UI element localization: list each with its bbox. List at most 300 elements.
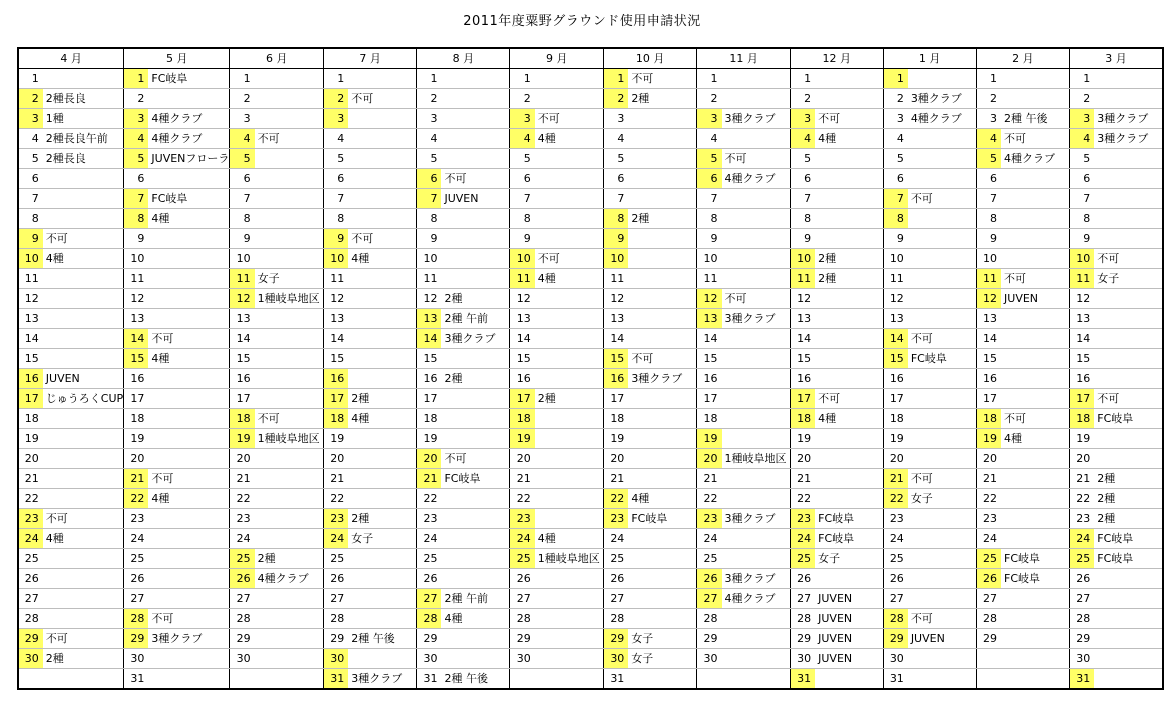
day-number-cell: 8 [604, 209, 629, 229]
day-number-cell: 12 [883, 289, 908, 309]
day-number-cell: 3 [324, 109, 349, 129]
booking-cell [348, 589, 416, 609]
booking-cell [535, 629, 604, 649]
booking-cell [1094, 569, 1163, 589]
day-number-cell: 24 [417, 529, 442, 549]
day-number-cell: 12 [124, 289, 149, 309]
booking-cell [255, 89, 324, 109]
booking-cell [441, 229, 509, 249]
booking-cell: FC岐阜 [1001, 549, 1069, 569]
day-number-cell [697, 669, 722, 690]
day-number-cell: 24 [604, 529, 629, 549]
booking-cell [348, 149, 416, 169]
booking-cell [441, 89, 509, 109]
day-number-cell: 17 [18, 389, 43, 409]
booking-cell: 不可 [348, 89, 416, 109]
booking-cell [348, 189, 416, 209]
day-number-cell: 21 [324, 469, 349, 489]
booking-cell [148, 669, 230, 690]
booking-cell: FC岐阜 [628, 509, 696, 529]
booking-cell [43, 669, 124, 690]
day-number-cell: 23 [790, 509, 815, 529]
booking-cell: 3種クラブ [722, 109, 791, 129]
booking-cell [1094, 189, 1163, 209]
booking-cell [348, 349, 416, 369]
day-number-cell: 13 [230, 309, 255, 329]
booking-cell [628, 289, 696, 309]
booking-cell [908, 449, 976, 469]
day-number-cell: 31 [883, 669, 908, 690]
day-number-cell: 2 [697, 89, 722, 109]
table-row [18, 429, 1163, 449]
booking-cell [908, 569, 976, 589]
booking-cell: 不可 [255, 409, 324, 429]
booking-cell [815, 329, 883, 349]
booking-cell: 1種 [43, 109, 124, 129]
booking-cell: FC岐阜 [1094, 529, 1163, 549]
booking-cell: 女子 [348, 529, 416, 549]
booking-cell [148, 529, 230, 549]
booking-cell [628, 409, 696, 429]
day-number-cell: 21 [604, 469, 629, 489]
booking-cell [255, 329, 324, 349]
day-number-cell: 3 [1070, 109, 1095, 129]
booking-cell [815, 169, 883, 189]
day-number-cell: 18 [230, 409, 255, 429]
day-number-cell: 15 [230, 349, 255, 369]
booking-cell: 4種 [535, 129, 604, 149]
booking-cell: JUVEN [815, 629, 883, 649]
booking-cell: 4種 [43, 249, 124, 269]
booking-cell [815, 469, 883, 489]
booking-cell [815, 229, 883, 249]
booking-cell [908, 209, 976, 229]
day-number-cell: 18 [976, 409, 1001, 429]
booking-cell [441, 209, 509, 229]
booking-cell [348, 649, 416, 669]
day-number-cell [230, 669, 255, 690]
booking-cell [815, 349, 883, 369]
day-number-cell: 19 [883, 429, 908, 449]
booking-cell [1094, 69, 1163, 89]
day-number-cell: 5 [417, 149, 442, 169]
booking-cell [628, 529, 696, 549]
table-row [18, 289, 1163, 309]
booking-cell [908, 649, 976, 669]
booking-cell [1001, 609, 1069, 629]
booking-cell: 4種クラブ [148, 129, 230, 149]
day-number-cell: 19 [1070, 429, 1095, 449]
booking-cell: 女子 [908, 489, 976, 509]
booking-cell [348, 549, 416, 569]
booking-cell: 不可 [535, 249, 604, 269]
booking-cell [722, 209, 791, 229]
booking-cell [535, 369, 604, 389]
day-number-cell: 9 [417, 229, 442, 249]
booking-cell: 不可 [908, 189, 976, 209]
booking-cell: 不可 [148, 329, 230, 349]
booking-cell [908, 149, 976, 169]
booking-cell: FC岐阜 [148, 189, 230, 209]
booking-cell: 4種クラブ [1001, 149, 1069, 169]
day-number-cell: 4 [883, 129, 908, 149]
booking-cell [908, 309, 976, 329]
day-number-cell: 1 [1070, 69, 1095, 89]
day-number-cell: 2 [124, 89, 149, 109]
day-number-cell: 17 [976, 389, 1001, 409]
booking-cell [43, 589, 124, 609]
table-row [18, 169, 1163, 189]
booking-cell [348, 609, 416, 629]
booking-cell: 3種クラブ [908, 89, 976, 109]
booking-cell [908, 269, 976, 289]
booking-cell [815, 369, 883, 389]
day-number-cell: 24 [976, 529, 1001, 549]
day-number-cell: 6 [697, 169, 722, 189]
day-number-cell: 8 [976, 209, 1001, 229]
day-number-cell: 15 [697, 349, 722, 369]
day-number-cell: 10 [697, 249, 722, 269]
booking-cell [1094, 669, 1163, 690]
booking-cell: JUVEN [815, 609, 883, 629]
month-header-5: 8 月 [417, 48, 510, 69]
day-number-cell: 6 [510, 169, 535, 189]
day-number-cell: 11 [790, 269, 815, 289]
day-number-cell: 15 [324, 349, 349, 369]
day-number-cell: 26 [1070, 569, 1095, 589]
day-number-cell: 2 [790, 89, 815, 109]
booking-cell [1001, 349, 1069, 369]
booking-cell [722, 489, 791, 509]
booking-cell [441, 249, 509, 269]
booking-cell [43, 269, 124, 289]
day-number-cell: 27 [324, 589, 349, 609]
booking-cell [1001, 649, 1069, 669]
booking-cell [441, 389, 509, 409]
day-number-cell: 3 [18, 109, 43, 129]
booking-cell [1001, 169, 1069, 189]
booking-cell [1001, 629, 1069, 649]
booking-cell [1094, 629, 1163, 649]
day-number-cell: 22 [1070, 489, 1095, 509]
day-number-cell: 10 [883, 249, 908, 269]
booking-cell [535, 469, 604, 489]
day-number-cell: 14 [790, 329, 815, 349]
booking-cell [348, 129, 416, 149]
day-number-cell: 14 [604, 329, 629, 349]
booking-cell: 女子 [1094, 269, 1163, 289]
day-number-cell: 27 [18, 589, 43, 609]
booking-cell [348, 269, 416, 289]
day-number-cell: 2 [604, 89, 629, 109]
booking-cell [255, 169, 324, 189]
day-number-cell: 30 [883, 649, 908, 669]
day-number-cell: 8 [883, 209, 908, 229]
booking-cell [441, 69, 509, 89]
day-number-cell: 15 [790, 349, 815, 369]
day-number-cell: 9 [230, 229, 255, 249]
booking-cell: 女子 [815, 549, 883, 569]
day-number-cell: 9 [604, 229, 629, 249]
booking-cell [348, 449, 416, 469]
booking-cell [628, 669, 696, 690]
booking-cell [628, 129, 696, 149]
day-number-cell: 12 [604, 289, 629, 309]
day-number-cell: 10 [124, 249, 149, 269]
day-number-cell: 29 [604, 629, 629, 649]
booking-cell [535, 609, 604, 629]
day-number-cell: 20 [604, 449, 629, 469]
booking-cell [348, 209, 416, 229]
booking-cell [628, 329, 696, 349]
day-number-cell: 21 [697, 469, 722, 489]
booking-cell [43, 309, 124, 329]
booking-cell: 不可 [1001, 409, 1069, 429]
day-number-cell: 29 [18, 629, 43, 649]
day-number-cell: 22 [18, 489, 43, 509]
booking-cell [722, 429, 791, 449]
day-number-cell: 29 [976, 629, 1001, 649]
booking-cell: 2種 午後 [348, 629, 416, 649]
booking-cell: 不可 [535, 109, 604, 129]
booking-cell: JUVEN [43, 369, 124, 389]
booking-cell [722, 389, 791, 409]
day-number-cell: 21 [124, 469, 149, 489]
booking-cell: 不可 [815, 109, 883, 129]
booking-cell [535, 449, 604, 469]
booking-cell: 1種岐阜地区 [535, 549, 604, 569]
day-number-cell: 22 [697, 489, 722, 509]
day-number-cell: 12 [1070, 289, 1095, 309]
day-number-cell: 3 [976, 109, 1001, 129]
day-number-cell: 7 [18, 189, 43, 209]
day-number-cell: 18 [883, 409, 908, 429]
table-row [18, 469, 1163, 489]
booking-cell [348, 489, 416, 509]
booking-cell [441, 429, 509, 449]
booking-cell [1094, 349, 1163, 369]
booking-cell [722, 189, 791, 209]
day-number-cell: 6 [124, 169, 149, 189]
day-number-cell: 7 [230, 189, 255, 209]
booking-cell [255, 389, 324, 409]
booking-cell [255, 469, 324, 489]
booking-cell [1001, 489, 1069, 509]
day-number-cell: 26 [790, 569, 815, 589]
usage-calendar-table [17, 47, 1164, 690]
day-number-cell: 10 [417, 249, 442, 269]
day-number-cell: 12 [230, 289, 255, 309]
booking-cell [815, 209, 883, 229]
day-number-cell: 20 [790, 449, 815, 469]
day-number-cell: 13 [124, 309, 149, 329]
booking-cell [1001, 249, 1069, 269]
booking-cell [1001, 509, 1069, 529]
booking-cell: 2種 [1094, 469, 1163, 489]
day-number-cell: 17 [790, 389, 815, 409]
day-number-cell: 23 [18, 509, 43, 529]
booking-cell [43, 209, 124, 229]
day-number-cell: 24 [1070, 529, 1095, 549]
day-number-cell: 8 [417, 209, 442, 229]
booking-cell [722, 469, 791, 489]
day-number-cell: 28 [1070, 609, 1095, 629]
booking-cell: FC岐阜 [148, 69, 230, 89]
day-number-cell: 27 [790, 589, 815, 609]
booking-cell [1001, 589, 1069, 609]
booking-cell [535, 289, 604, 309]
day-number-cell: 21 [417, 469, 442, 489]
day-number-cell: 4 [417, 129, 442, 149]
booking-cell [255, 529, 324, 549]
month-header-7: 10 月 [604, 48, 697, 69]
day-number-cell: 22 [324, 489, 349, 509]
booking-cell [628, 169, 696, 189]
day-number-cell: 23 [510, 509, 535, 529]
day-number-cell: 21 [510, 469, 535, 489]
day-number-cell: 14 [510, 329, 535, 349]
booking-cell: 2種 [43, 649, 124, 669]
day-number-cell: 16 [883, 369, 908, 389]
booking-cell [815, 489, 883, 509]
booking-cell: 1種岐阜地区 [722, 449, 791, 469]
day-number-cell: 23 [230, 509, 255, 529]
day-number-cell: 10 [18, 249, 43, 269]
booking-cell: 4種クラブ [908, 109, 976, 129]
booking-cell [148, 269, 230, 289]
booking-cell [255, 349, 324, 369]
day-number-cell: 6 [230, 169, 255, 189]
day-number-cell: 15 [1070, 349, 1095, 369]
booking-cell [535, 589, 604, 609]
day-number-cell: 30 [510, 649, 535, 669]
booking-cell: 不可 [628, 349, 696, 369]
booking-cell [148, 229, 230, 249]
day-number-cell: 29 [790, 629, 815, 649]
month-header-9: 12 月 [790, 48, 883, 69]
booking-cell: 4種 [815, 409, 883, 429]
booking-cell: 3種クラブ [628, 369, 696, 389]
booking-cell [722, 349, 791, 369]
booking-cell [535, 509, 604, 529]
day-number-cell: 25 [18, 549, 43, 569]
day-number-cell [510, 669, 535, 690]
day-number-cell: 16 [790, 369, 815, 389]
booking-cell [1094, 169, 1163, 189]
booking-cell [255, 109, 324, 129]
day-number-cell: 31 [324, 669, 349, 690]
booking-cell [148, 389, 230, 409]
booking-cell: 3種クラブ [351, 672, 403, 685]
day-number-cell: 13 [790, 309, 815, 329]
booking-cell [815, 429, 883, 449]
day-number-cell: 3 [124, 109, 149, 129]
booking-cell [535, 229, 604, 249]
booking-cell [535, 209, 604, 229]
booking-cell [908, 529, 976, 549]
booking-cell: 4種 [535, 529, 604, 549]
booking-cell [535, 569, 604, 589]
table-row [18, 409, 1163, 429]
day-number-cell: 14 [18, 329, 43, 349]
booking-cell [441, 649, 509, 669]
day-number-cell: 11 [324, 269, 349, 289]
day-number-cell: 9 [18, 229, 43, 249]
day-number-cell: 6 [976, 169, 1001, 189]
day-number-cell: 26 [18, 569, 43, 589]
booking-cell: 不可 [43, 629, 124, 649]
day-number-cell: 26 [883, 569, 908, 589]
booking-cell: 3種クラブ [1094, 129, 1163, 149]
table-row [18, 269, 1163, 289]
day-number-cell: 28 [18, 609, 43, 629]
day-number-cell: 27 [697, 589, 722, 609]
booking-cell [1094, 609, 1163, 629]
day-number-cell: 12 [417, 289, 442, 309]
booking-cell [535, 409, 604, 429]
calendar-body [18, 69, 1163, 690]
day-number-cell: 8 [790, 209, 815, 229]
day-number-cell: 1 [230, 69, 255, 89]
day-number-cell: 12 [790, 289, 815, 309]
booking-cell [441, 509, 509, 529]
booking-cell [148, 589, 230, 609]
day-number-cell: 27 [417, 589, 442, 609]
booking-cell [722, 229, 791, 249]
booking-cell: FC岐阜 [815, 529, 883, 549]
table-row [18, 609, 1163, 629]
booking-cell [1001, 89, 1069, 109]
day-number-cell: 14 [124, 329, 149, 349]
day-number-cell: 9 [697, 229, 722, 249]
booking-cell: 2種 [441, 369, 509, 389]
table-row [18, 489, 1163, 509]
booking-cell: 不可 [1094, 389, 1163, 409]
day-number-cell: 9 [883, 229, 908, 249]
month-header-8: 11 月 [697, 48, 791, 69]
day-number-cell: 30 [1070, 649, 1095, 669]
booking-cell: 4種クラブ [722, 589, 791, 609]
table-row [18, 309, 1163, 329]
table-row [18, 669, 1163, 690]
booking-cell: 不可 [1094, 249, 1163, 269]
day-number-cell: 20 [976, 449, 1001, 469]
day-number-cell: 2 [230, 89, 255, 109]
day-number-cell: 21 [790, 469, 815, 489]
booking-cell: 3種クラブ [441, 329, 509, 349]
day-number-cell: 25 [697, 549, 722, 569]
day-number-cell: 24 [883, 529, 908, 549]
booking-cell [1001, 69, 1069, 89]
day-number-cell: 6 [1070, 169, 1095, 189]
booking-cell: 2種 [348, 509, 416, 529]
booking-cell [255, 309, 324, 329]
booking-cell [441, 129, 509, 149]
booking-cell: 4種 [815, 129, 883, 149]
day-number-cell: 4 [324, 129, 349, 149]
booking-cell [908, 429, 976, 449]
day-number-cell: 19 [976, 429, 1001, 449]
day-number-cell: 25 [417, 549, 442, 569]
day-number-cell: 4 [790, 129, 815, 149]
booking-cell [348, 109, 416, 129]
day-number-cell: 13 [417, 309, 442, 329]
booking-cell: 2種 [1094, 489, 1163, 509]
day-number-cell: 13 [510, 309, 535, 329]
day-number-cell: 12 [324, 289, 349, 309]
booking-cell [1001, 449, 1069, 469]
day-number-cell: 15 [510, 349, 535, 369]
